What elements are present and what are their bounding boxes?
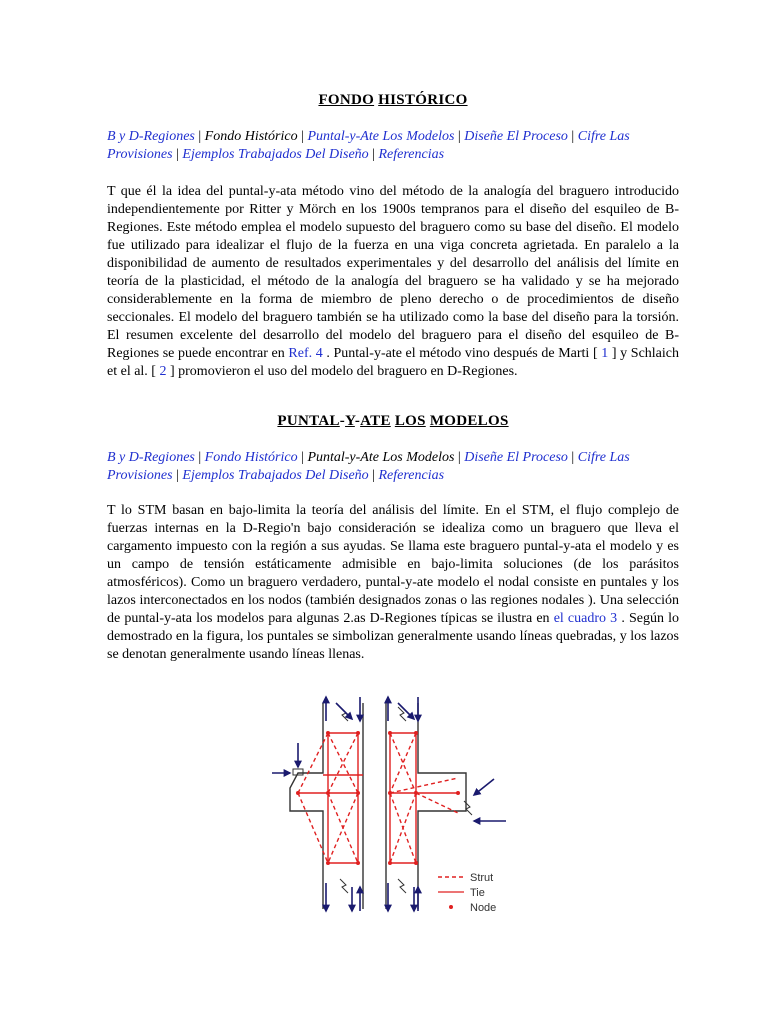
title-word: PUNTAL <box>277 413 340 429</box>
section-nav-2: B y D-Regiones | Fondo Histórico | Puntal-y-Ate Los Modelos | Diseñe El Proceso | Cifre Las Provisiones | Ejemplos Trabajados Del Diseño | Referencias <box>107 450 630 483</box>
legend-strut-label: Strut <box>470 872 494 884</box>
title-word: ATE <box>360 413 391 429</box>
nav-link-referencias[interactable]: Referencias <box>378 468 445 483</box>
paragraph-modelos <box>107 502 679 664</box>
nav-link-ejemplos[interactable]: Ejemplos Trabajados Del Diseño <box>182 147 369 162</box>
text-run: ] y Schlaich et el al. [ <box>107 346 680 379</box>
text-run: T que él la idea del puntal-y-ata método vino del método de la analogía del braguero introducido independientemente por Ritter y Mörch en los 1900s tempranos para el diseño del esquileo de B-Regiones. Este método emplea el modelo supuesto del braguero como su base del diseño. El modelo fue utilizado para idealizar el flujo de la fuerza en una viga concreta agrietada. En paralelo a la disponibilidad de aumento de resultados experimentales y del desarrollo del análisis del límite en teoría de la plasticidad, el método de la analogía del braguero se ha validado y se ha mejorado considerablemente en la forma de miembro de pleno derecho o de procedimientos de diseño seccionales. El modelo del braguero también se ha utilizado como la base del diseño para la torsión. El resumen excelente del desarrollo del modelo del braguero para el diseño del esquileo de B-Regiones se puede encontrar en <box>107 184 679 361</box>
nav-link-ejemplos[interactable]: Ejemplos Trabajados Del Diseño <box>182 468 369 483</box>
section-title-historico <box>107 92 679 109</box>
ref-2-link[interactable]: 2 <box>159 364 167 379</box>
section-title-modelos <box>107 413 679 430</box>
title-word: HISTÓRICO <box>378 92 468 108</box>
left-specimen <box>290 703 363 909</box>
text-run: T lo STM basan en bajo-limita la teoría del análisis del límite. En el STM, el flujo complejo de fuerzas internas en la D-Regio'n bajo consideración se idealiza como un braguero que lleva el cargamento impuesto con la región a sus ayudas. Se llama este braguero puntal-y-ata el modelo y es un campo de tensión estáticamente admisible en bajo-limita soluciones (de los parásitos atmosféricos). Como un braguero verdadero, puntal-y-ate modelo el nodal consiste en puntales y los lazos interconectados en los nodos (también designados zonas o las regiones nodales ). Una selección de puntal-y-ata los modelos para algunas 2.as D-Regiones típicas se ilustra en <box>107 503 679 626</box>
title-word: MODELOS <box>429 413 509 429</box>
nav-link-referencias[interactable]: Referencias <box>378 147 445 162</box>
nav-link-b-d-regiones[interactable]: B y D-Regiones <box>107 129 195 144</box>
text-run: ] promovieron el uso del modelo del braguero en D-Regiones. <box>166 364 518 379</box>
section-nav-1: B y D-Regiones | Fondo Histórico | Puntal-y-Ate Los Modelos | Diseñe El Proceso | Cifre Las Provisiones | Ejemplos Trabajados Del Diseño | Referencias <box>107 129 630 162</box>
legend-tie-label: Tie <box>470 887 485 899</box>
title-word: Y <box>345 413 355 429</box>
title-word: FONDO <box>318 92 375 108</box>
strut-tie-figure <box>268 693 508 917</box>
nav-link-puntal-ate[interactable]: Puntal-y-Ate Los Modelos <box>307 129 455 144</box>
paragraph-historico <box>107 183 679 381</box>
nav-link-cifre-provisiones[interactable]: Cifre Las Provisiones <box>107 129 630 162</box>
nav-current-fondo: Fondo Histórico <box>204 129 298 144</box>
nav-link-fondo[interactable]: Fondo Histórico <box>204 450 298 465</box>
title-word: - <box>339 413 346 429</box>
nav-link-diseno-proceso[interactable]: Diseñe El Proceso <box>464 129 568 144</box>
nav-link-cifre-provisiones[interactable]: Cifre Las Provisiones <box>107 450 630 483</box>
title-word: LOS <box>394 413 426 429</box>
ref-4-link[interactable]: Ref. 4 <box>288 346 323 361</box>
figure-3-link[interactable]: el cuadro 3 <box>553 611 618 626</box>
legend-node-label: Node <box>470 902 497 914</box>
right-specimen <box>386 703 472 909</box>
ref-1-link[interactable]: 1 <box>601 346 609 361</box>
nav-link-b-d-regiones[interactable]: B y D-Regiones <box>107 450 195 465</box>
text-run: . Puntal-y-ate el método vino después de Marti [ <box>322 346 602 361</box>
title-word: - <box>354 413 361 429</box>
text-run: . Según lo demostrado en la figura, los puntales se simbolizan generalmente usando líneas quebradas, y los lazos se denotan generalmente usando líneas llenas. <box>107 611 679 662</box>
figure-legend <box>438 872 496 914</box>
legend-node-swatch <box>449 905 453 909</box>
nav-current-puntal-ate: Puntal-y-Ate Los Modelos <box>307 450 455 465</box>
nav-link-diseno-proceso[interactable]: Diseñe El Proceso <box>464 450 568 465</box>
